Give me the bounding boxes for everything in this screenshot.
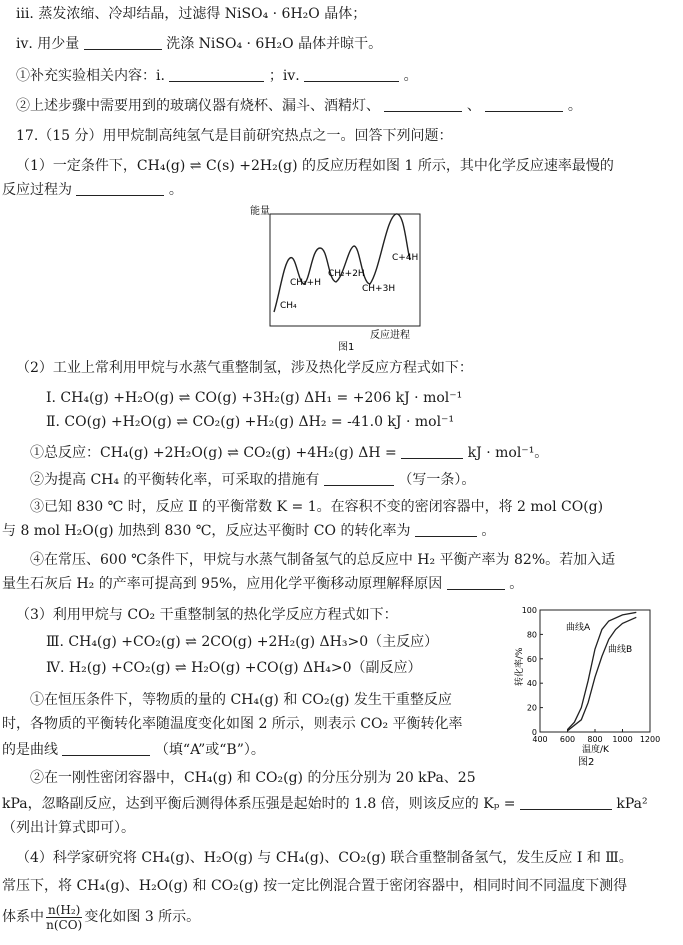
x-tick-label: 1000 [612,735,633,744]
part-4-line-1: （4）科学家研究将 CH₄(g)、H₂O(g) 与 CH₄(g)、CO₂(g) 联合重整制备氢气，发生反应 Ⅰ 和 Ⅲ。 [16,850,633,866]
fraction-denominator: n(CO) [46,917,83,932]
fig1-xlabel: 反应进程 [370,330,410,341]
fig2-curve-b-label: 曲线B [608,645,633,655]
part-1-text: 反应过程为 [2,182,72,198]
part-1-end: 。 [168,182,183,198]
y-tick-label: 60 [526,654,537,664]
question-17: 17.（15 分）用甲烷制高纯氢气是目前研究热点之一。回答下列问题： [16,128,453,144]
subq-2-text-a: ②上述步骤中需要用到的玻璃仪器有烧杯、漏斗、酒精灯、 [16,98,380,114]
part-1-line-1: （1）一定条件下，CH₄(g) ⇌ C(s) +2H₂(g) 的反应历程如图 1 所示，其中化学反应速率最慢的 [16,158,614,174]
subq-2-2-end: （写一条）。 [398,472,476,488]
step-iv-text-a: ⅳ. 用少量 [16,36,80,52]
subq-2-1-unit: kJ · mol⁻¹。 [467,445,549,461]
fig1-state-label: CH₃+H [290,278,321,288]
step-iii: ⅲ. 蒸发浓缩、冷却结晶，过滤得 NiSO₄ · 6H₂O 晶体； [16,6,367,22]
reaction-I: Ⅰ. CH₄(g) +H₂O(g) ⇌ CO(g) +3H₂(g) ΔH₁ = +206 kJ · mol⁻¹ [46,390,463,406]
fig2-xlabel: 温度/K [582,745,609,755]
y-tick-label: 20 [526,703,537,713]
subq-2-text-b: 、 [466,98,481,114]
subq-2-text-c: 。 [567,98,582,114]
fig1-energy-curve [274,214,410,312]
ratio-fraction [46,903,82,932]
fraction-numerator: n(H₂) [48,902,81,917]
y-tick-label: 40 [526,679,537,689]
answer-blank[interactable] [447,575,505,590]
answer-blank[interactable] [520,795,612,810]
subq-2-1 [30,443,548,463]
subq-2-4-end: 。 [509,576,524,592]
x-tick-label: 800 [587,735,603,744]
answer-blank[interactable] [169,67,264,82]
subq-2-2 [30,470,475,490]
part-1-line-2 [2,180,183,200]
subq-3-2-line-1: ②在一刚性密闭容器中，CH₄(g) 和 CO₂(g) 的分压分别为 20 kPa、25 [30,770,476,786]
answer-blank[interactable] [84,35,162,50]
part-4-text: 体系中 [2,909,44,925]
fig2-axes [540,610,650,732]
subq-1-text-b: ；ⅳ. [268,68,300,84]
subq-2-3-line-2 [2,521,495,541]
subq-3-1-text: 的是曲线 [2,742,58,758]
subq-3-2-unit: kPa² [616,796,648,812]
fig1-state-label: C+4H [392,253,419,263]
answer-blank[interactable] [401,444,463,459]
answer-blank[interactable] [62,741,150,756]
fig1-state-label: CH+3H [362,284,396,294]
answer-blank[interactable] [76,181,164,196]
subq-3-2-text: kPa，忽略副反应，达到平衡后测得体系压强是起始时的 1.8 倍，则该反应的 Kₚ = [2,796,516,812]
reaction-IV: Ⅳ. H₂(g) +CO₂(g) ⇌ H₂O(g) +CO(g) ΔH₄>0（副反应） [46,660,422,676]
step-iv-text-b: 洗涤 NiSO₄ · 6H₂O 晶体并晾干。 [166,36,383,52]
part-2-intro: （2）工业上常利用甲烷与水蒸气重整制氢，涉及热化学反应方程式如下： [16,360,473,376]
subq-2 [16,96,582,116]
fig1-ylabel: 能量 [250,206,270,217]
x-tick-label: 400 [532,735,548,744]
answer-blank[interactable] [485,97,563,112]
part-3-intro: （3）利用甲烷与 CO₂ 干重整制氢的热化学反应方程式如下： [16,607,398,623]
subq-2-3-line-1: ③已知 830 ℃ 时，反应 Ⅱ 的平衡常数 K = 1。在容积不变的密闭容器中，将 2 mol CO(g) [30,499,604,515]
answer-blank[interactable] [324,471,394,486]
fig2-ylabel: 转化率/% [515,647,525,686]
subq-2-3-text: 与 8 mol H₂O(g) 加热到 830 ℃，反应达平衡时 CO 的转化率为 [2,523,411,539]
subq-2-2-text: ②为提高 CH₄ 的平衡转化率，可采取的措施有 [30,472,320,488]
x-tick-label: 1200 [639,735,661,744]
fig1-state-label: CH₄ [280,301,297,311]
part-4-line-2: 常压下，将 CH₄(g)、H₂O(g) 和 CO₂(g) 按一定比例混合置于密闭容器中，相同时间不同温度下测得 [2,878,628,894]
y-tick-label: 80 [526,630,537,640]
fig1-state-label: CH₂+2H [328,269,365,279]
y-tick-label: 100 [521,606,537,615]
answer-blank[interactable] [304,67,399,82]
subq-3-1-line-2: 时，各物质的平衡转化率随温度变化如图 2 所示，则表示 CO₂ 平衡转化率 [2,716,463,732]
subq-2-4-text: 量生石灰后 H₂ 的产率可提高到 95%，应用化学平衡移动原理解释原因 [2,576,443,592]
subq-3-1-end: （填“A”或“B”）。 [154,742,265,758]
subq-1-text-c: 。 [403,68,418,84]
subq-2-4-line-1: ④在常压、600 ℃条件下，甲烷与水蒸气制备氢气的总反应中 H₂ 平衡产率为 82%。若加入适 [30,552,616,568]
answer-blank[interactable] [415,522,477,537]
fig1-caption: 图1 [338,342,355,352]
fig2-ticks [522,606,660,744]
step-iv [16,34,382,54]
figure-2 [510,600,670,768]
y-tick-label: 0 [531,728,537,737]
figure-1 [240,200,440,352]
reaction-III: Ⅲ. CH₄(g) +CO₂(g) ⇌ 2CO(g) +2H₂(g) ΔH₃>0（主反应） [46,634,439,650]
subq-1 [16,66,418,86]
subq-3-1-line-1: ①在恒压条件下，等物质的量的 CH₄(g) 和 CO₂(g) 发生干重整反应 [30,692,452,708]
x-tick-label: 600 [559,735,576,744]
subq-3-1-line-3 [2,740,265,760]
answer-blank[interactable] [384,97,462,112]
part-4-line-3 [2,902,200,932]
subq-1-text-a: ①补充实验相关内容：ⅰ. [16,68,165,84]
subq-2-4-line-2 [2,574,523,594]
subq-3-2-line-3: （列出计算式即可）。 [2,820,135,836]
fig2-frame [540,610,650,732]
part-4-end: 变化如图 3 所示。 [84,909,201,925]
subq-2-3-end: 。 [481,523,496,539]
subq-2-1-text: ①总反应：CH₄(g) +2H₂O(g) ⇌ CO₂(g) +4H₂(g) ΔH = [30,445,397,461]
reaction-II: Ⅱ. CO(g) +H₂O(g) ⇌ CO₂(g) +H₂(g) ΔH₂ = -41.0 kJ · mol⁻¹ [46,414,455,430]
fig2-curve-a-label: 曲线A [566,623,591,633]
subq-3-2-line-2 [2,794,648,814]
fig2-caption: 图2 [578,757,595,768]
